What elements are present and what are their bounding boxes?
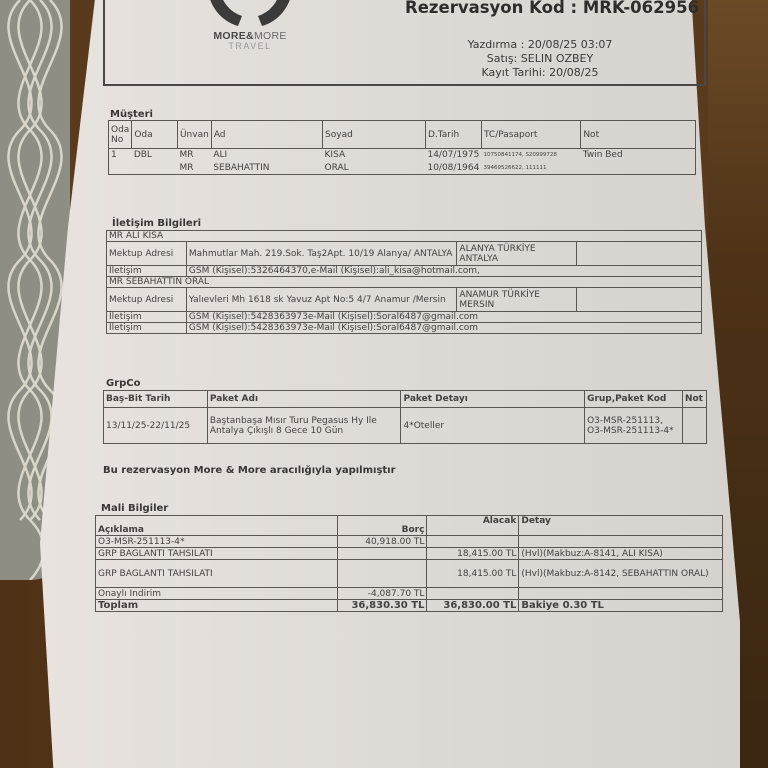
table-row [96, 548, 723, 560]
credit [427, 588, 519, 600]
contact-address-row [107, 242, 702, 266]
debit: 40,918.00 TL [337, 536, 427, 548]
room-type: DBL [133, 150, 152, 161]
title: MR [177, 162, 211, 175]
column-header: Borç [337, 516, 427, 536]
total-row [96, 600, 723, 612]
table-row [96, 536, 723, 548]
column-header: D.Tarih [425, 121, 481, 149]
company-logo [190, 0, 310, 60]
contact-label: İletişim [107, 312, 187, 323]
table-row [96, 588, 723, 600]
table-row [109, 149, 696, 162]
table-row [104, 408, 707, 444]
detail: (Hvl)(Makbuz:A-8142, SEBAHATTIN ORAL) [519, 560, 723, 588]
finance-table [95, 515, 723, 612]
package-table [103, 390, 707, 444]
note: Twin Bed [581, 149, 696, 162]
birth-date: 10/08/1964 [425, 162, 481, 175]
surname: KISA [324, 150, 346, 161]
empty-cell [577, 288, 702, 312]
column-header: Paket Detayı [401, 391, 585, 408]
address-city: ANAMUR TÜRKİYE MERSIN [457, 288, 577, 312]
logo-mark-icon [198, 0, 302, 30]
logo-text-light: MORE [253, 30, 287, 42]
column-header: Ünvan [177, 121, 211, 149]
contact-value: GSM (Kişisel):5428363973e-Mail (Kişisel):Soral6487@gmail.com [186, 312, 701, 323]
first-name: SEBAHATTIN [211, 162, 322, 175]
section-title-customer: Müşteri [110, 109, 153, 120]
room-no [109, 162, 132, 175]
contact-label: İletişim [107, 323, 187, 334]
package-detail: 4*Oteller [401, 408, 585, 444]
logo-subtitle: TRAVEL [228, 41, 272, 51]
debit [337, 548, 427, 560]
agency-note: Bu rezervasyon More & More aracılığıyla yapılmıştır [103, 465, 396, 476]
contact-person-row [107, 231, 702, 242]
detail [519, 536, 723, 548]
description: GRP BAGLANTI TAHSILATI [96, 560, 338, 588]
column-header: Ad [211, 121, 322, 149]
description: GRP BAGLANTI TAHSILATI [96, 548, 338, 560]
column-header: TC/Pasaport [481, 121, 580, 149]
first-name: ALI [213, 150, 228, 161]
description: O3-MSR-251113-4* [96, 536, 338, 548]
record-date: Kayıt Tarihi: 20/08/25 [481, 66, 599, 79]
column-header: Not [682, 391, 706, 408]
reservation-code: Rezervasyon Kod : MRK-062956 [405, 0, 700, 17]
document-meta [440, 38, 640, 80]
credit: 18,415.00 TL [427, 548, 519, 560]
date-range: 13/11/25-22/11/25 [104, 408, 208, 444]
customer-table [108, 120, 696, 175]
print-timestamp: Yazdırma : 20/08/25 03:07 [467, 38, 613, 51]
address-value: Mahmutlar Mah. 219.Sok. Taş2Apt. 10/19 Alanya/ ANTALYA [186, 242, 457, 266]
room-no: 1 [109, 149, 132, 162]
debit: -4,087.70 TL [337, 588, 427, 600]
credit: 18,415.00 TL [427, 560, 519, 588]
table-header-row [104, 391, 707, 408]
debit [337, 560, 427, 588]
table-row [96, 560, 723, 588]
section-title-finance: Mali Bilgiler [101, 503, 169, 514]
balance: Bakiye 0.30 TL [519, 600, 723, 612]
contact-info-row [107, 323, 702, 334]
contact-info-row [107, 312, 702, 323]
description: Onaylı Indirim [96, 588, 338, 600]
column-header: Oda No [109, 121, 132, 149]
contact-value: GSM (Kişisel):5428363973e-Mail (Kişisel):Soral6487@gmail.com [186, 323, 701, 334]
total-label: Toplam [96, 600, 338, 612]
sales-agent: Satış: SELIN OZBEY [486, 52, 594, 65]
section-title-contact: İletişim Bilgileri [112, 218, 202, 229]
detail [519, 588, 723, 600]
detail: (Hvl)(Makbuz:A-8141, ALI KISA) [519, 548, 723, 560]
package-note [682, 408, 706, 444]
contact-label: İletişim [107, 266, 187, 277]
empty-cell [577, 242, 702, 266]
table-header-row [96, 516, 723, 536]
section-title-grpco: GrpCo [106, 378, 141, 389]
address-label: Mektup Adresi [107, 242, 187, 266]
room-type [132, 162, 178, 175]
column-header: Açıklama [96, 516, 338, 536]
column-header: Oda [132, 121, 178, 149]
title: MR [179, 150, 194, 161]
address-label: Mektup Adresi [107, 288, 187, 312]
contact-value: GSM (Kişisel):5326464370,e-Mail (Kişisel):ali_kisa@hotmail.com, [186, 266, 701, 277]
column-header: Paket Adı [207, 391, 401, 408]
package-codes: O3-MSR-251113, O3-MSR-251113-4* [585, 408, 683, 444]
note [581, 162, 696, 175]
contact-table [106, 230, 702, 334]
contact-info-row [107, 266, 702, 277]
package-name: Baştanbaşa Mısır Turu Pegasus Hy Ile Antalya Çıkışlı 8 Gece 10 Gün [207, 408, 401, 444]
column-header: Grup,Paket Kod [585, 391, 683, 408]
logo-text-bold: MORE& [213, 30, 254, 42]
id-passport: 39469526622, 111111 [481, 162, 580, 175]
column-header: Not [581, 121, 696, 149]
id-passport: 10750841174, S20999728 [483, 152, 557, 159]
total-debit: 36,830.30 TL [337, 600, 427, 612]
column-header: Soyad [323, 121, 426, 149]
surname: ORAL [323, 162, 426, 175]
column-header: Detay [519, 516, 723, 536]
address-value: Yalıevleri Mh 1618 sk Yavuz Apt No:5 4/7 Anamur /Mersin [186, 288, 457, 312]
address-city: ALANYA TÜRKİYE ANTALYA [457, 242, 577, 266]
credit [427, 536, 519, 548]
column-header: Baş-Bit Tarih [104, 391, 208, 408]
contact-person-row [107, 277, 702, 288]
table-row [109, 162, 696, 175]
total-credit: 36,830.00 TL [427, 600, 519, 612]
contact-person-name: MR SEBAHATTIN ORAL [107, 277, 702, 288]
column-header: Alacak [427, 516, 519, 536]
contact-address-row [107, 288, 702, 312]
contact-person-name: MR ALI KISA [107, 231, 702, 242]
birth-date: 14/07/1975 [427, 150, 480, 161]
table-header-row [109, 121, 696, 149]
